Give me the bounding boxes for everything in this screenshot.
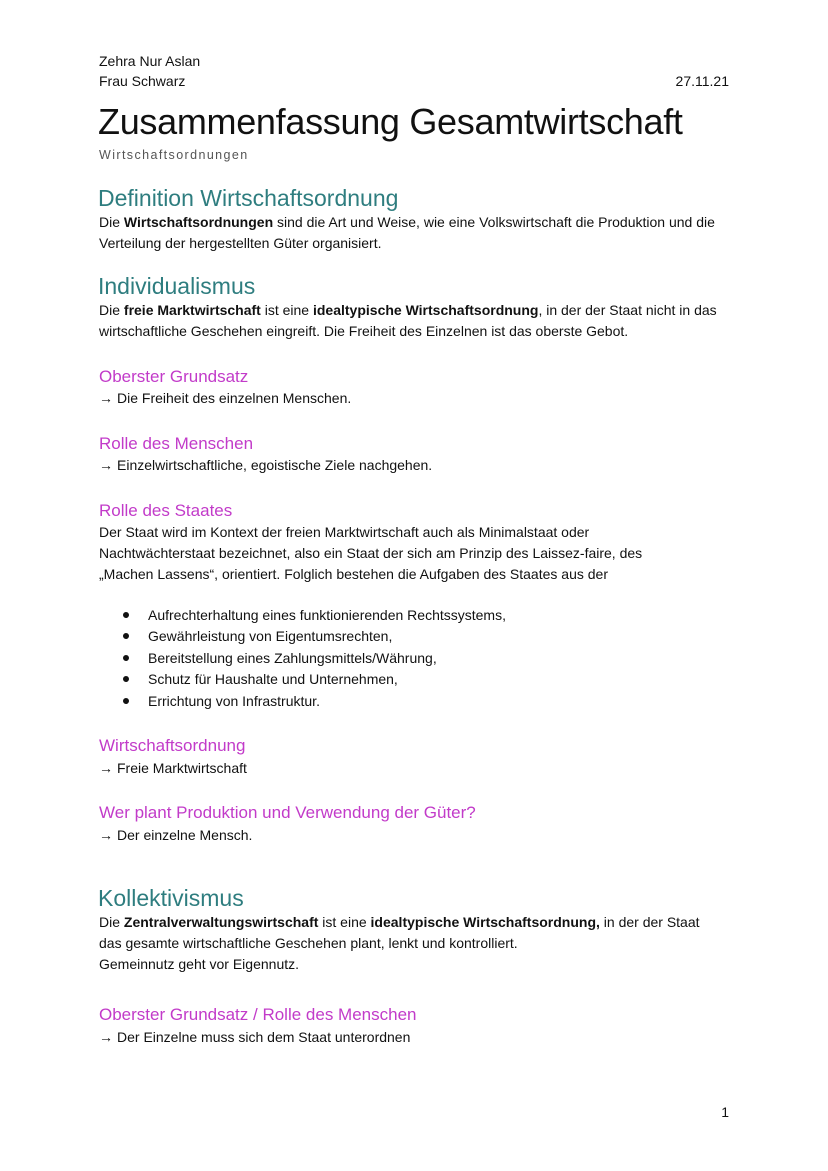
kollektivismus-grundsatz-heading: Oberster Grundsatz / Rolle des Menschen xyxy=(99,1005,417,1024)
individualismus-grundsatz-heading: Oberster Grundsatz xyxy=(99,367,249,386)
bullet-icon xyxy=(123,698,129,704)
author-name: Zehra Nur Aslan xyxy=(99,53,201,69)
rolle-menschen-heading: Rolle des Menschen xyxy=(99,434,254,453)
staat-tasks-list xyxy=(99,605,506,712)
bullet-icon xyxy=(123,676,129,682)
list-item: Schutz für Haushalte und Unternehmen, xyxy=(99,669,506,690)
page-number: 1 xyxy=(721,1104,729,1120)
wirtschaftsordnung-heading: Wirtschaftsordnung xyxy=(99,736,246,755)
list-item: Errichtung von Infrastruktur. xyxy=(99,691,506,712)
document-date: 27.11.21 xyxy=(675,73,729,89)
rolle-staates-heading: Rolle des Staates xyxy=(99,501,233,520)
arrow-right-icon: → xyxy=(99,390,113,406)
arrow-right-icon: → xyxy=(99,457,113,473)
plan-heading: Wer plant Produktion und Verwendung der Güter? xyxy=(99,803,476,822)
arrow-right-icon: → xyxy=(99,760,113,776)
kollektivismus-paragraph: Die Zentralverwaltungswirtschaft ist eine idealtypische Wirtschaftsordnung, in der der Staat das gesamte wirtschaftliche Geschehen plant, lenkt und kontrolliert. Gemeinnutz geht vor Eigennutz. xyxy=(99,914,700,972)
kollektivismus-grundsatz-text: → Der Einzelne muss sich dem Staat unterordnen xyxy=(99,1029,411,1045)
bullet-icon xyxy=(123,633,129,639)
bullet-icon xyxy=(123,612,129,618)
definition-paragraph: Die Wirtschaftsordnungen sind die Art und Weise, wie eine Volkswirtschaft die Produktion und die Verteilung der hergestellten Güter organisiert. xyxy=(99,214,715,251)
kollektivismus-heading: Kollektivismus xyxy=(98,885,244,911)
individualismus-paragraph: Die freie Marktwirtschaft ist eine idealtypische Wirtschaftsordnung, in der der Staat nicht in das wirtschaftliche Geschehen eingreift. Die Freiheit des Einzelnen ist das oberste Gebot. xyxy=(99,302,717,339)
plan-text: → Der einzelne Mensch. xyxy=(99,827,253,843)
list-item: Bereitstellung eines Zahlungsmittels/Währung, xyxy=(99,648,506,669)
list-item: Gewährleistung von Eigentumsrechten, xyxy=(99,626,506,647)
bullet-icon xyxy=(123,655,129,661)
teacher-name: Frau Schwarz xyxy=(99,73,186,89)
individualismus-grundsatz-text: → Die Freiheit des einzelnen Menschen. xyxy=(99,390,352,406)
arrow-right-icon: → xyxy=(99,827,113,843)
rolle-staates-paragraph: Der Staat wird im Kontext der freien Marktwirtschaft auch als Minimalstaat oder Nachtwächterstaat bezeichnet, also ein Staat der sich am Prinzip des Laissez-faire, des „Machen Lassens“, orientiert. Folglich bestehen die Aufgaben des Staates aus der xyxy=(99,524,643,582)
rolle-menschen-text: → Einzelwirtschaftliche, egoistische Ziele nachgehen. xyxy=(99,457,433,473)
definition-heading: Definition Wirtschaftsordnung xyxy=(98,185,399,211)
arrow-right-icon: → xyxy=(99,1029,113,1045)
document-title: Zusammenfassung Gesamtwirtschaft xyxy=(98,101,683,142)
wirtschaftsordnung-text: → Freie Marktwirtschaft xyxy=(99,760,247,776)
document-subtitle: Wirtschaftsordnungen xyxy=(99,148,249,162)
list-item: Aufrechterhaltung eines funktionierenden Rechtssystems, xyxy=(99,605,506,626)
individualismus-heading: Individualismus xyxy=(98,273,256,299)
